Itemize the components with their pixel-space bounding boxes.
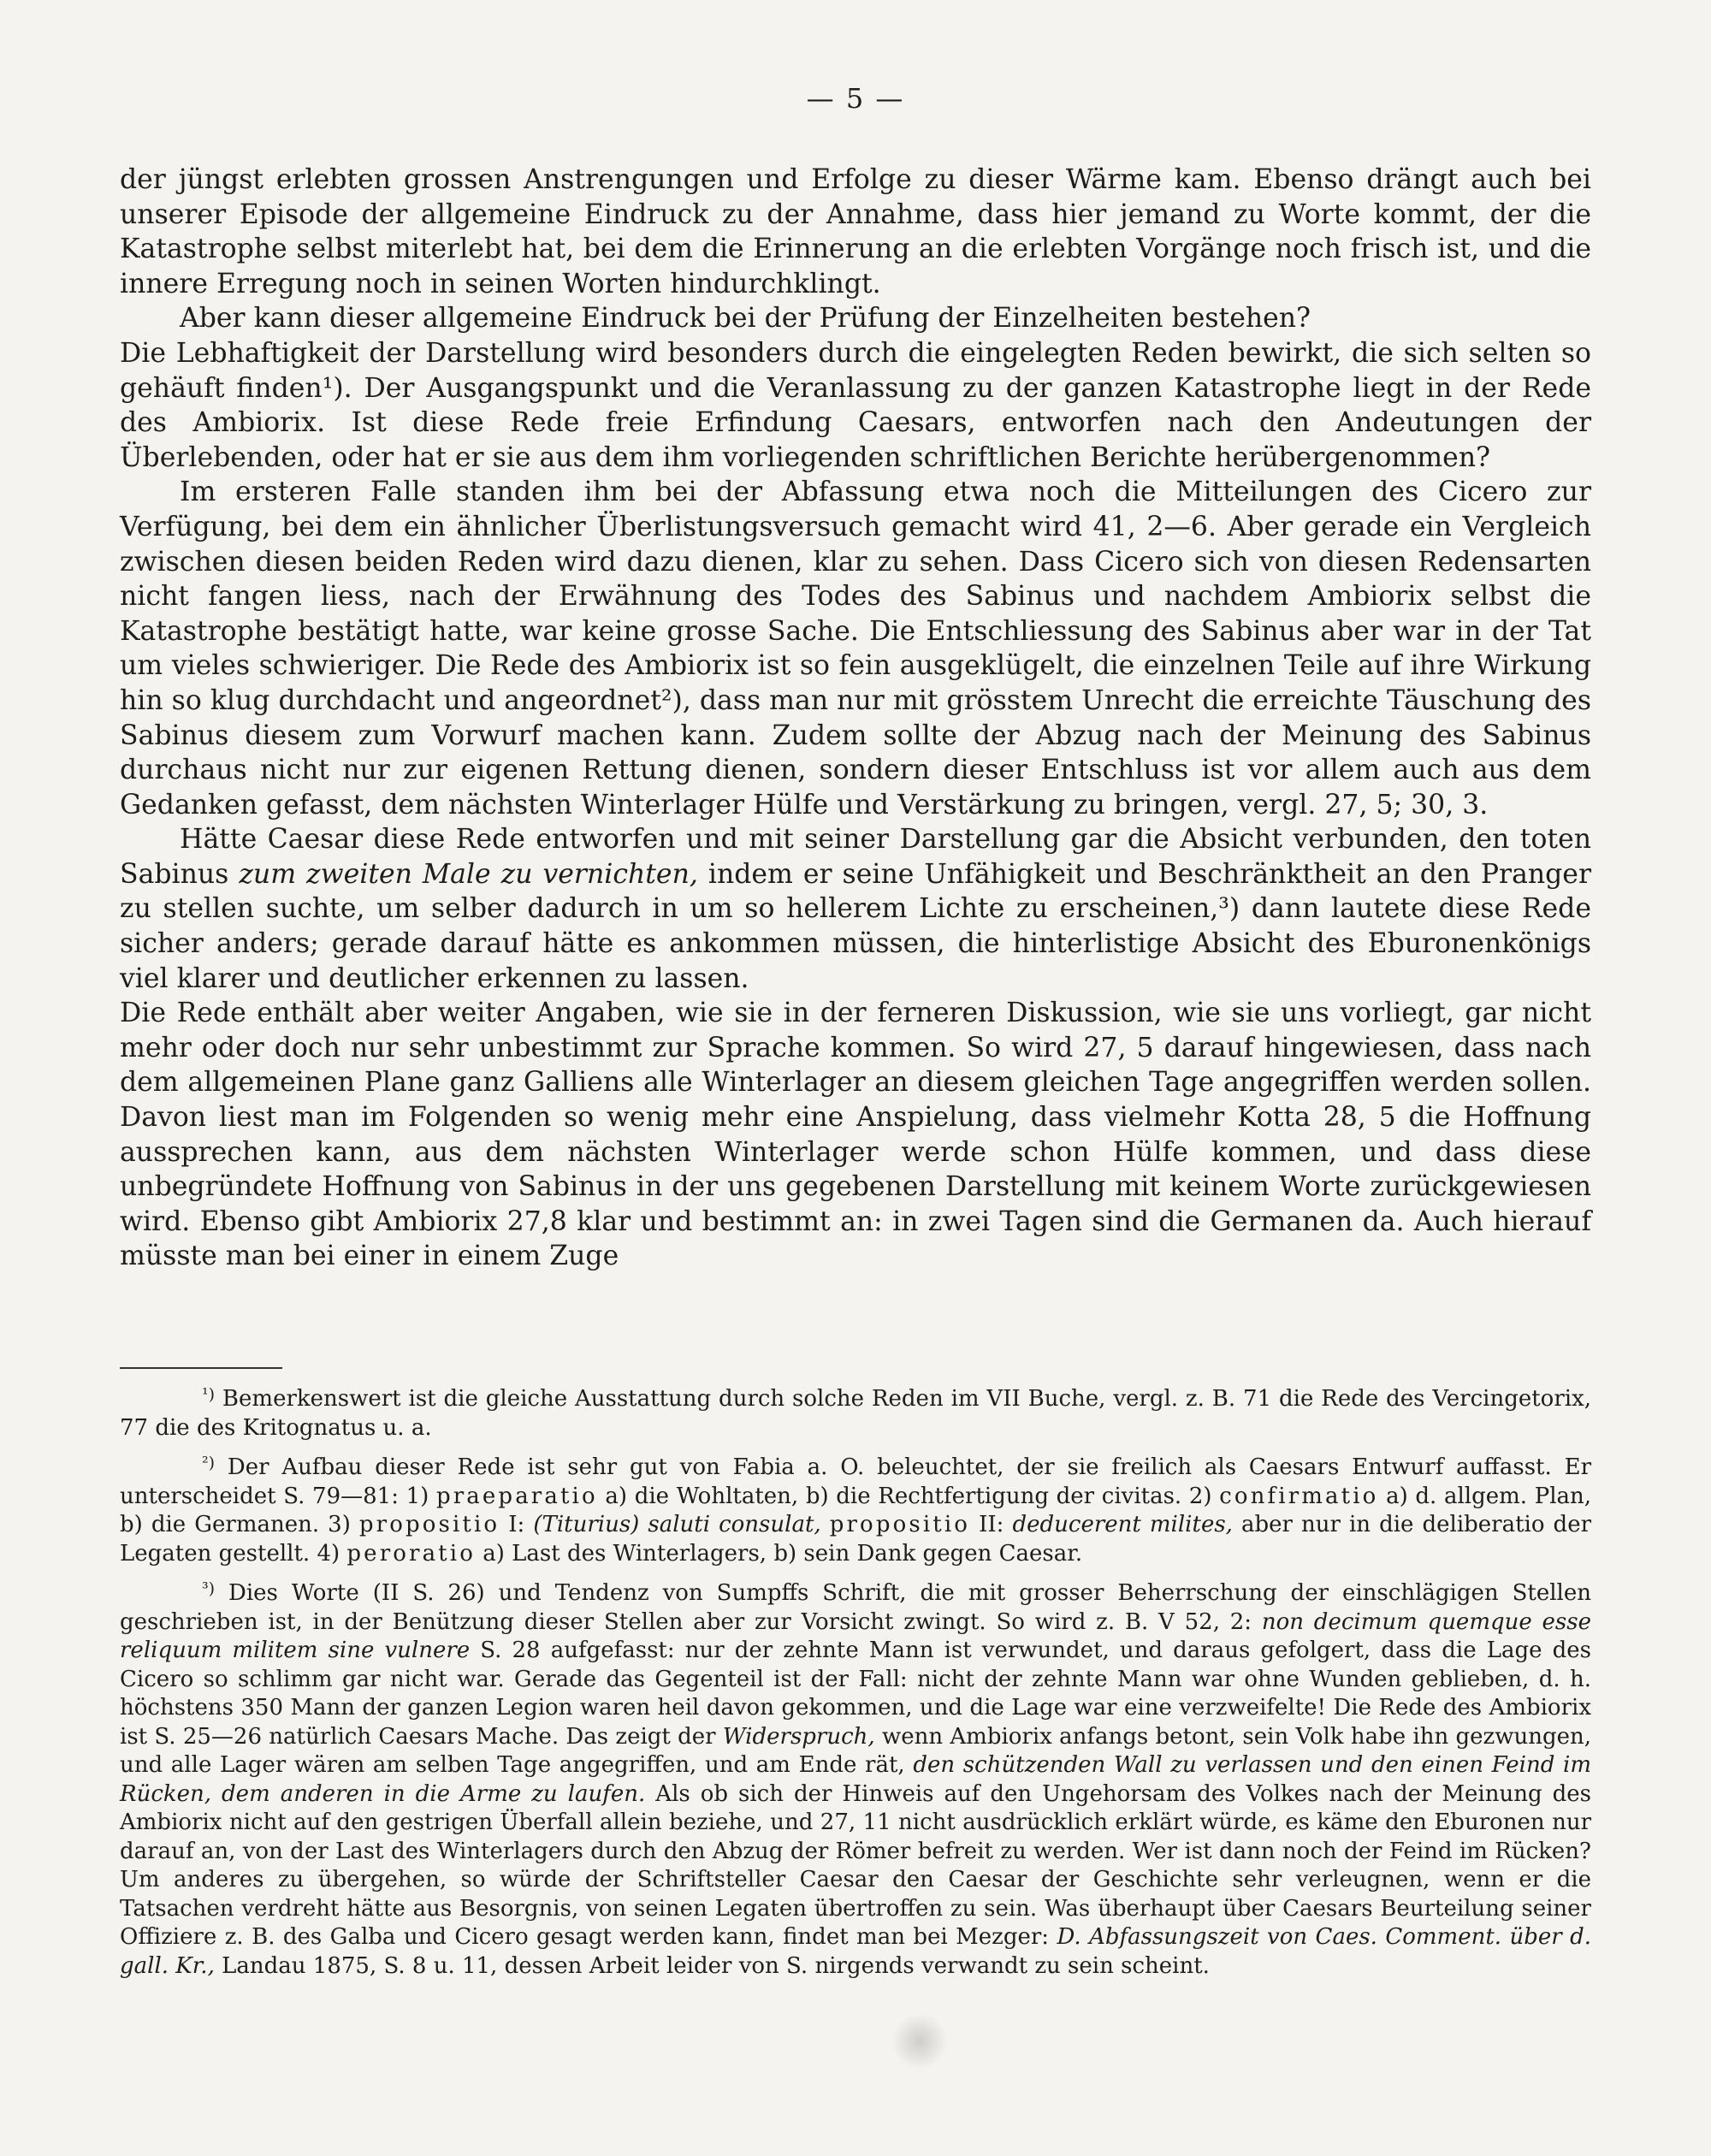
paragraph-1: der jüngst erlebten grossen Anstrengungen und Erfolge zu dieser Wärme kam. Ebenso drängt auch bei unserer Episode der allgemeine Eindruck zu der Annahme, dass hier jemand zu Worte kommt, der die Katastrophe selbst miterlebt hat, bei dem die Erinnerung an die erlebten Vorgänge noch frisch ist, und die innere Erregung noch in seinen Worten hindurchklingt. [120,164,1591,299]
fn2-term-propositio-2: propositio [829,1512,971,1537]
fn3-seg-4: Als ob sich der Hinweis auf den Ungehorsam des Volkes nach der Meinung des Ambiorix nicht auf den gestrigen Überfall allein beziehe, und 27, 11 nicht ausdrücklich erklärt würde, es käme den Eburonen nur darauf an, von der Last des Winterlagers durch den Abzug der Römer befreit zu werden. Wer ist dann noch der Feind im Rücken? Um anderes zu übergehen, so würde der Schriftsteller Caesar den Caesar der Geschichte sehr verleugnen, wenn er die Tatsachen verdreht hätte aus Besorgnis, von seinen Legaten übertroffen zu sein. Was überhaupt über Caesars Beurteilung seiner Offiziere z. B. des Galba und Cicero gesagt werden kann, findet man bei Mezger: [120,1780,1592,1950]
paragraph-5-emphasis: zum zweiten Male zu vernichten, [239,858,698,890]
paper-stain [890,2015,950,2068]
fn2-seg-1: Der Aufbau dieser Rede ist sehr gut von Fabia a. O. beleuchtet, der sie freilich als Caesars Entwurf auffasst. Er unterscheidet S. 79—81: 1) [120,1454,1592,1509]
fn2-seg-6: II: [970,1512,1013,1537]
paragraph-5-text-a: Hätte Caesar diese Rede entworfen und mit seiner Darstellung gar die Absicht verbunden, den toten Sabinus [120,824,1591,890]
paragraph-5 [120,822,1591,996]
fn2-seg-5 [821,1512,830,1537]
footnote-3 [120,1575,1591,1981]
fn3-citation-mezger: D. Abfassungszeit von Caes. Comment. über d. gall. Kr., [120,1924,1591,1979]
footnote-2-mark: ²) [202,1454,216,1472]
footnote-1-mark: ¹) [202,1385,216,1404]
paragraph-6: Die Rede enthält aber weiter Angaben, wie sie in der ferneren Diskussion, wie sie uns vorliegt, gar nicht mehr oder doch nur sehr unbestimmt zur Sprache kommen. So wird 27, 5 darauf hingewiesen, dass nach dem allgemeinen Plane ganz Galliens alle Winterlager an diesem gleichen Tage angegriffen werden sollen. Davon liest man im Folgenden so wenig mehr eine Anspielung, dass vielmehr Kotta 28, 5 die Hoffnung aussprechen kann, aus dem nächsten Winterlager werde schon Hülfe kommen, und dass diese unbegründete Hoffnung von Sabinus in der uns gegebenen Darstellung mit keinem Worte zurückgewiesen wird. Ebenso gibt Ambiorix 27,8 klar und bestimmt an: in zwei Tagen sind die Germanen da. Auch hierauf müsste man bei einer in einem Zuge [120,998,1591,1272]
fn3-seg-5: Landau 1875, S. 8 u. 11, dessen Arbeit leider von S. nirgends verwandt zu sein scheint. [214,1952,1210,1979]
fn2-seg-7: aber nur in die deliberatio der Legaten gestellt. 4) [120,1512,1592,1567]
fn2-quote-deducerent: deducerent milites, [1012,1512,1233,1537]
footnote-1-text: Bemerkenswert ist die gleiche Ausstattung durch solche Reden im VII Buche, vergl. z. B. 71 die Rede des Vercingetorix, 77 die des Kritognatus u. a. [120,1386,1592,1441]
fn2-term-confirmatio: confirmatio [1219,1483,1379,1509]
footnote-2 [120,1449,1591,1568]
fn2-term-peroratio: peroratio [346,1540,476,1567]
footnote-1 [120,1381,1591,1442]
fn3-seg-3: wenn Ambiorix anfangs betont, sein Volk habe ihn gezwungen, und alle Lager wären am selben Tage angegriffen, und am Ende rät, [120,1723,1592,1778]
fn3-quote-wall: den schützenden Wall zu verlassen und den einen Feind im Rücken, dem anderen in die Arme zu laufen. [120,1752,1592,1807]
fn2-seg-3: a) d. allgem. Plan, b) die Germanen. 3) [120,1483,1592,1537]
paragraph-4: Im ersteren Falle standen ihm bei der Abfassung etwa noch die Mitteilungen des Cicero zur Verfügung, bei dem ein ähnlicher Überlistungsversuch gemacht wird 41, 2—6. Aber gerade ein Vergleich zwischen diesen beiden Reden wird dazu dienen, klar zu sehen. Dass Cicero sich von diesen Redensarten nicht fangen liess, nach der Erwähnung des Todes des Sabinus und nachdem Ambiorix selbst die Katastrophe bestätigt hatte, war keine grosse Sache. Die Entschliessung des Sabinus aber war in der Tat um vieles schwieriger. Die Rede des Ambiorix ist so fein ausgeklügelt, die einzelnen Teile auf ihre Wirkung hin so klug durchdacht und angeordnet²), dass man nur mit grösstem Unrecht die erreichte Täuschung des Sabinus diesem zum Vorwurf machen kann. Zudem sollte der Abzug nach der Meinung des Sabinus durchaus nicht nur zur eigenen Rettung dienen, sondern dieser Entschluss ist vor allem auch aus dem Gedanken gefasst, dem nächsten Winterlager Hülfe und Verstärkung zu bringen, vergl. 27, 5; 30, 3. [120,477,1591,820]
fn3-emph-widerspruch: Widerspruch, [722,1723,875,1750]
paragraph-2: Aber kann dieser allgemeine Eindruck bei der Prüfung der Einzelheiten bestehen? [180,303,1311,335]
fn3-seg-1: Dies Worte (II S. 26) und Tendenz von Sumpffs Schrift, die mit grosser Beherrschung der einschlägigen Stellen geschrieben ist, in der Benützung dieser Stellen aber zur Vorsicht zwingt. So wird z. B. V 52, 2: [120,1580,1591,1635]
fn2-term-propositio-1: propositio [358,1512,500,1537]
fn2-quote-titurius: (Titurius) saluti consulat, [533,1512,821,1537]
main-text [120,163,1591,1274]
fn2-seg-8: a) Last des Winterlagers, b) sein Dank gegen Caesar. [475,1540,1083,1567]
fn2-seg-4: I: [500,1512,534,1537]
footnote-separator [120,1367,282,1369]
footnotes [120,1381,1591,1987]
fn3-quote-latin: non decimum quemque esse reliquum militem sine vulnere [120,1608,1592,1663]
paragraph-3: Die Lebhaftigkeit der Darstellung wird besonders durch die eingelegten Reden bewirkt, die sich selten so gehäuft finden¹). Der Ausgangspunkt und die Veranlassung zu der ganzen Katastrophe liegt in der Rede des Ambiorix. Ist diese Rede freie Erfindung Caesars, entworfen nach den Andeutungen der Überlebenden, oder hat er sie aus dem ihm vorliegenden schriftlichen Berichte herübergenommen? [120,337,1591,473]
footnote-3-mark: ³) [202,1579,216,1598]
fn3-seg-2: S. 28 aufgefasst: nur der zehnte Mann ist verwundet, und daraus gefolgert, dass die Lage des Cicero so schlimm gar nicht war. Gerade das Gegenteil ist der Fall: nicht der zehnte Mann war ohne Wunden geblieben, d. h. höchstens 350 Mann der ganzen Legion waren heil davon gekommen, und die Lage war eine verzweifelte! Die Rede des Ambiorix ist S. 25—26 natürlich Caesars Mache. Das zeigt der [120,1638,1591,1750]
page-number: — 5 — [806,82,905,115]
fn2-seg-2: a) die Wohltaten, b) die Rechtfertigung der civitas. 2) [597,1483,1220,1509]
fn2-term-praeparatio: praeparatio [435,1483,598,1509]
paragraph-5-text-b: indem er seine Unfähigkeit und Beschränktheit an den Pranger zu stellen suchte, um selber dadurch in um so hellerem Lichte zu erscheinen,³) dann lautete diese Rede sicher anders; gerade darauf hätte es ankommen müssen, die hinterlistige Absicht des Eburonenkönigs viel klarer und deutlicher erkennen zu lassen. [120,858,1592,994]
